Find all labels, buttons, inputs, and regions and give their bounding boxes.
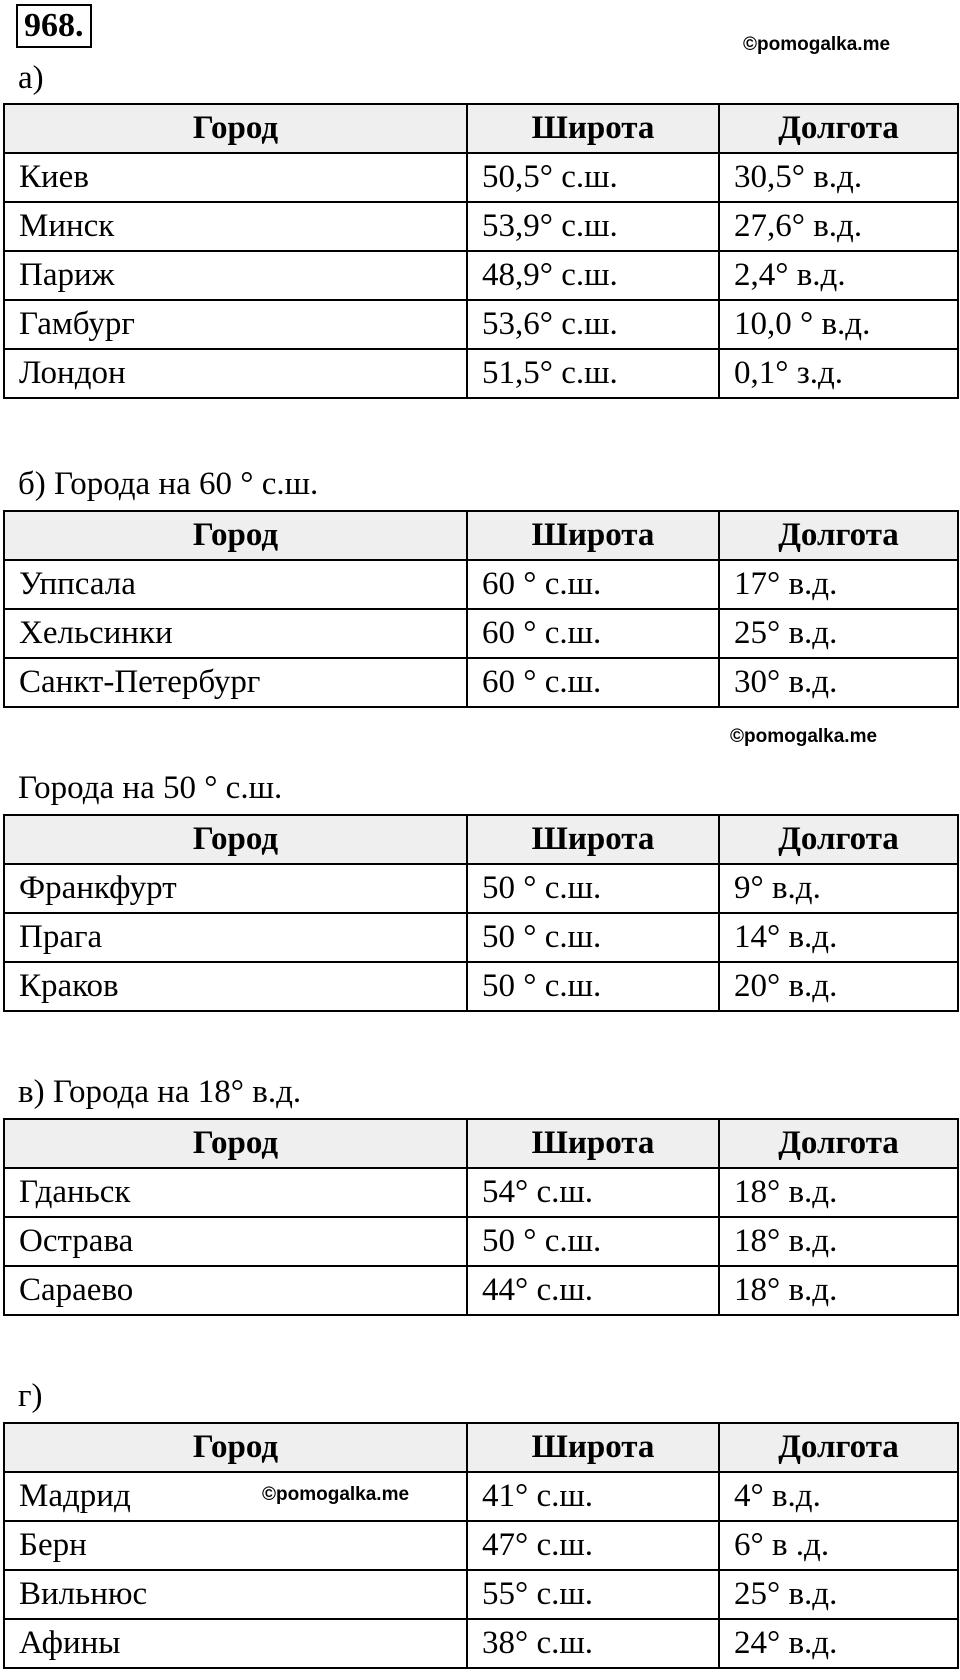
section-label-b: б) Города на 60 ° с.ш. (18, 466, 319, 502)
table-header-row (4, 1423, 958, 1472)
cell-city: Киев (4, 153, 467, 202)
cell-latitude: 60 ° с.ш. (467, 560, 719, 609)
cell-city: Лондон (4, 349, 467, 398)
cell-longitude: 24° в.д. (719, 1619, 958, 1668)
cell-longitude: 0,1° з.д. (719, 349, 958, 398)
cell-latitude: 50 ° с.ш. (467, 1217, 719, 1266)
header-city: Город (4, 815, 467, 864)
cell-city: Афины (4, 1619, 467, 1668)
table-row (4, 1217, 958, 1266)
section-label-v: в) Города на 18° в.д. (18, 1074, 302, 1110)
cell-city: Мадрид (4, 1472, 467, 1521)
cell-latitude: 41° с.ш. (467, 1472, 719, 1521)
cell-longitude: 18° в.д. (719, 1217, 958, 1266)
cell-city: Гданьск (4, 1168, 467, 1217)
header-longitude: Долгота (719, 511, 958, 560)
cell-longitude: 18° в.д. (719, 1168, 958, 1217)
watermark: ©pomogalka.me (262, 1484, 410, 1505)
cell-city: Вильнюс (4, 1570, 467, 1619)
cell-city: Берн (4, 1521, 467, 1570)
header-city: Город (4, 1119, 467, 1168)
problem-number: 968. (16, 4, 92, 48)
section-label-g: г) (18, 1378, 43, 1414)
cell-latitude: 60 ° с.ш. (467, 609, 719, 658)
cell-longitude: 10,0 ° в.д. (719, 300, 958, 349)
table-row (4, 1521, 958, 1570)
cell-city: Уппсала (4, 560, 467, 609)
header-city: Город (4, 511, 467, 560)
cell-city: Краков (4, 962, 467, 1011)
cell-latitude: 44° с.ш. (467, 1266, 719, 1315)
cell-longitude: 9° в.д. (719, 864, 958, 913)
cell-city: Франкфурт (4, 864, 467, 913)
cell-longitude: 20° в.д. (719, 962, 958, 1011)
cell-city: Сараево (4, 1266, 467, 1315)
section-label-a: а) (18, 60, 44, 96)
cell-latitude: 55° с.ш. (467, 1570, 719, 1619)
cell-latitude: 50 ° с.ш. (467, 962, 719, 1011)
cell-latitude: 47° с.ш. (467, 1521, 719, 1570)
cell-longitude: 4° в.д. (719, 1472, 958, 1521)
header-latitude: Широта (467, 815, 719, 864)
table-row (4, 153, 958, 202)
cell-longitude: 30° в.д. (719, 658, 958, 707)
cell-city: Минск (4, 202, 467, 251)
section-label-b-50: Города на 50 ° с.ш. (18, 770, 283, 806)
cell-longitude: 25° в.д. (719, 1570, 958, 1619)
table-row (4, 1619, 958, 1668)
watermark: ©pomogalka.me (743, 34, 891, 55)
cell-latitude: 50,5° с.ш. (467, 153, 719, 202)
cell-latitude: 50 ° с.ш. (467, 913, 719, 962)
watermark: ©pomogalka.me (730, 726, 878, 747)
cell-longitude: 14° в.д. (719, 913, 958, 962)
cell-city: Острава (4, 1217, 467, 1266)
table-row (4, 202, 958, 251)
header-latitude: Широта (467, 1119, 719, 1168)
cell-longitude: 2,4° в.д. (719, 251, 958, 300)
cell-latitude: 54° с.ш. (467, 1168, 719, 1217)
table-row (4, 1266, 958, 1315)
cell-longitude: 18° в.д. (719, 1266, 958, 1315)
cell-city: Хельсинки (4, 609, 467, 658)
header-city: Город (4, 1423, 467, 1472)
header-longitude: Долгота (719, 815, 958, 864)
table-section-g (3, 1422, 959, 1669)
table-row (4, 560, 958, 609)
table-row (4, 349, 958, 398)
table-row (4, 1472, 958, 1521)
table-row (4, 962, 958, 1011)
cell-latitude: 51,5° с.ш. (467, 349, 719, 398)
table-row (4, 1570, 958, 1619)
cell-city: Санкт-Петербург (4, 658, 467, 707)
table-row (4, 251, 958, 300)
table-header-row (4, 511, 958, 560)
table-row (4, 1168, 958, 1217)
cell-city: Прага (4, 913, 467, 962)
cell-latitude: 53,9° с.ш. (467, 202, 719, 251)
cell-city: Гамбург (4, 300, 467, 349)
cell-longitude: 25° в.д. (719, 609, 958, 658)
header-city: Город (4, 104, 467, 153)
cell-latitude: 50 ° с.ш. (467, 864, 719, 913)
table-section-b (3, 510, 959, 708)
table-row (4, 864, 958, 913)
table-row (4, 658, 958, 707)
cell-longitude: 27,6° в.д. (719, 202, 958, 251)
cell-longitude: 6° в .д. (719, 1521, 958, 1570)
header-latitude: Широта (467, 1423, 719, 1472)
table-section-a (3, 103, 959, 399)
cell-latitude: 60 ° с.ш. (467, 658, 719, 707)
table-row (4, 609, 958, 658)
table-section-v (3, 1118, 959, 1316)
cell-latitude: 48,9° с.ш. (467, 251, 719, 300)
header-longitude: Долгота (719, 1119, 958, 1168)
header-latitude: Широта (467, 511, 719, 560)
cell-latitude: 38° с.ш. (467, 1619, 719, 1668)
table-row (4, 300, 958, 349)
table-header-row (4, 815, 958, 864)
table-header-row (4, 104, 958, 153)
table-row (4, 913, 958, 962)
cell-longitude: 17° в.д. (719, 560, 958, 609)
header-longitude: Долгота (719, 104, 958, 153)
header-longitude: Долгота (719, 1423, 958, 1472)
cell-latitude: 53,6° с.ш. (467, 300, 719, 349)
cell-longitude: 30,5° в.д. (719, 153, 958, 202)
table-section-b-50 (3, 814, 959, 1012)
header-latitude: Широта (467, 104, 719, 153)
table-header-row (4, 1119, 958, 1168)
cell-city: Париж (4, 251, 467, 300)
